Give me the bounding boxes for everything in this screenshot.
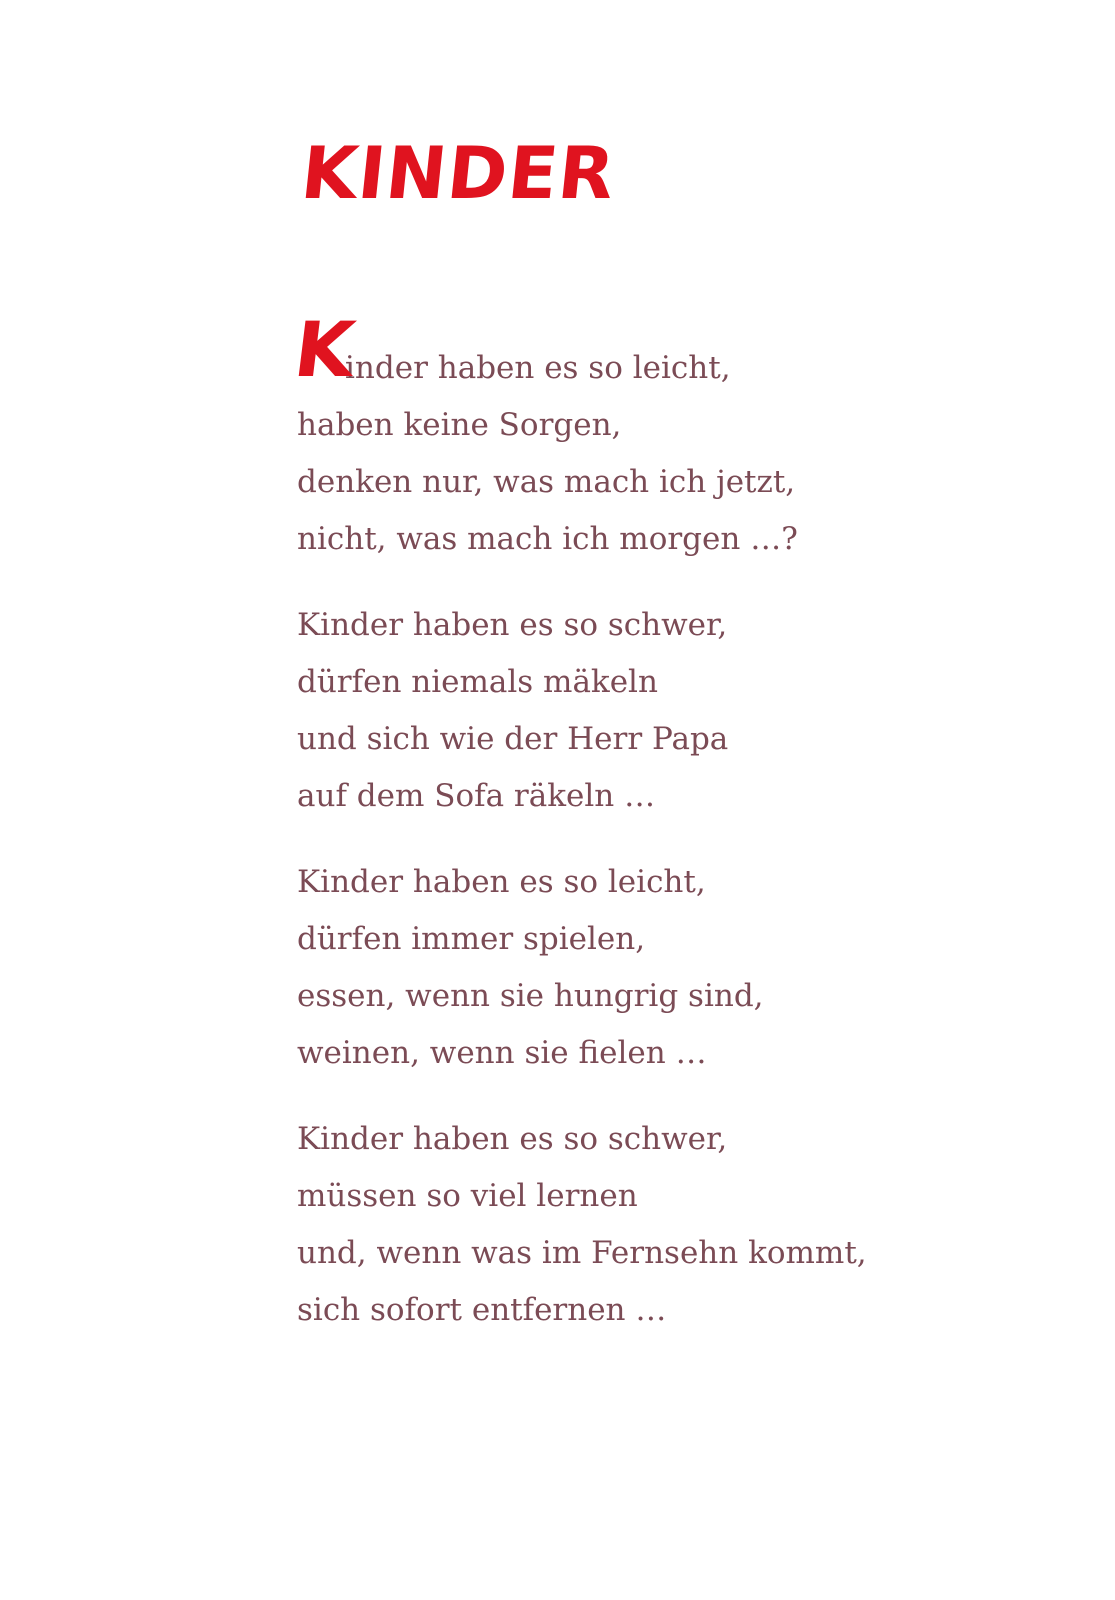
poem-line: sich sofort entfernen … [297,1292,667,1328]
poem-line: Kinder haben es so leicht, [297,864,706,900]
poem-line: dürfen immer spielen, [297,921,646,957]
poem-line: haben keine Sorgen, [297,407,622,443]
poem-line: weinen, wenn sie fielen … [297,1035,707,1071]
stanza-3 [297,854,997,1082]
poem-line: müssen so viel lernen [297,1178,638,1214]
poem-body [289,305,997,1368]
poem-line: und sich wie der Herr Papa [297,721,729,757]
poem-line: auf dem Sofa räkeln … [297,778,656,814]
poem-line: Kinder haben es so schwer, [297,607,728,643]
poem-line [289,305,997,397]
poem-line: und, wenn was im Fernsehn kommt, [297,1235,867,1271]
stanza-1 [289,305,997,568]
poem-line: Kinder haben es so schwer, [297,1121,728,1157]
drop-cap: K [289,305,360,394]
poem-line: nicht, was mach ich morgen …? [297,521,798,557]
poem-line-text: inder haben es so leicht, [345,350,731,386]
poem-title: KINDER [297,131,620,215]
poem-line: essen, wenn sie hungrig sind, [297,978,764,1014]
poem-line: denken nur, was mach ich jetzt, [297,464,796,500]
stanza-2 [297,597,997,825]
poem-line: dürfen niemals mäkeln [297,664,658,700]
stanza-4 [297,1111,997,1339]
